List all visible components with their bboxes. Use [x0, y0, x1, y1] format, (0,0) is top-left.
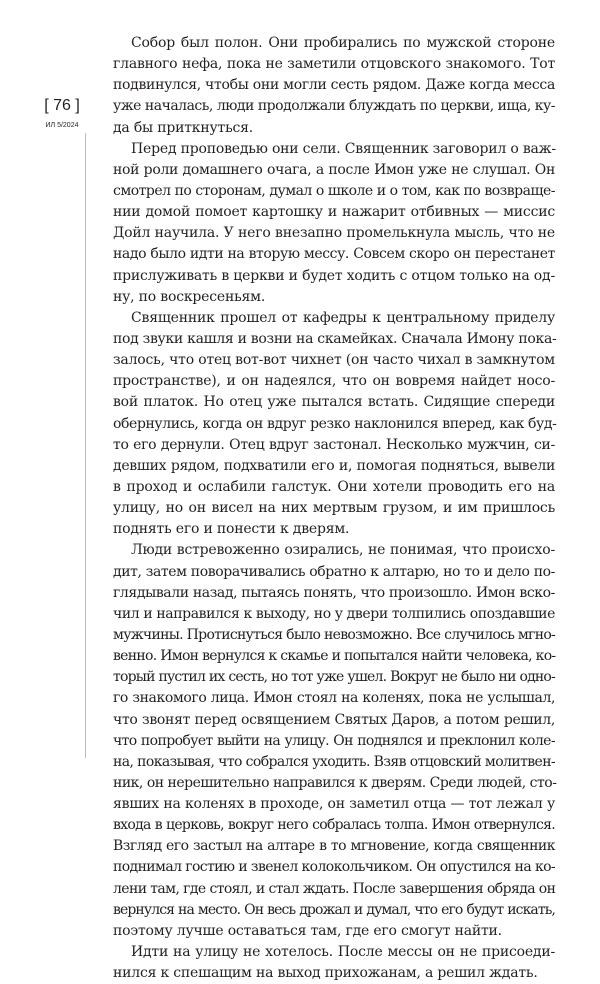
text-line: уже началась, люди продолжали блуждать по церкви, ища, ку- — [113, 98, 555, 115]
page-margin — [0, 0, 110, 911]
text-line: поднимал гостию и звенел колокольчиком. Он опустился на ко- — [113, 859, 556, 876]
text-line: вернулся на место. Он весь дрожал и думал, что его будут искать, — [113, 901, 555, 918]
paragraph — [113, 540, 555, 942]
text-line: обернулись, когда он вдруг резко наклонился вперед, как буд- — [113, 415, 557, 432]
text-line: дит, затем поворачивались обратно к алтарю, но то и дело по- — [113, 563, 555, 580]
text-line: Взгляд его застыл на алтаре в то мгновение, когда священник — [113, 838, 555, 855]
text-line: венно. Имон вернулся к скамье и попытался найти человека, ко- — [113, 648, 556, 665]
text-line: что попробует выйти на улицу. Он поднялся и преклонил коле- — [113, 732, 555, 749]
text-line: ной роли домашнего очага, а после Имон уже не слушал. Он — [113, 161, 555, 178]
text-line: Священник прошел от кафедры к центральному приделу — [131, 309, 555, 326]
text-line: пространстве), и он надеялся, что он вовремя найдет носо- — [113, 373, 555, 390]
text-line: под звуки кашля и возни на скамейках. Сначала Имону пока- — [113, 330, 557, 347]
text-line: чил и направился к выходу, но у двери толпились опоздавшие — [113, 605, 555, 622]
margin-rule — [85, 133, 86, 758]
text-line: поэтому лучше оставаться там, где его смогут найти. — [113, 922, 502, 939]
text-line: Дойл научила. У него внезапно промелькнула мысль, что не — [113, 225, 555, 242]
text-line: главного нефа, пока не заметили отцовского знакомого. Тот — [113, 56, 555, 73]
text-line: девших рядом, подхватили его и, помогая подняться, вывели — [113, 457, 555, 474]
body-text — [113, 33, 555, 984]
text-line: лени там, где стоял, и стал ждать. После завершения обряда он — [113, 880, 556, 897]
text-line: то его дернули. Отец вдруг застонал. Несколько мужчин, си- — [113, 436, 555, 453]
text-line: Собор был полон. Они пробирались по мужской стороне — [131, 35, 555, 51]
text-line: да бы приткнуться. — [113, 119, 254, 136]
text-line: ну, по воскресеньям. — [113, 288, 266, 305]
text-line: улицу, но он висел на них мертвым грузом, и им пришлось — [113, 500, 555, 517]
paragraph — [113, 33, 555, 139]
text-line: мужчины. Протиснуться было невозможно. Все случилось мгно- — [113, 626, 556, 643]
text-line: Перед проповедью они сели. Священник заговорил о важ- — [131, 140, 556, 157]
text-line: поднять его и понести к дверям. — [113, 521, 350, 538]
text-line: смотрел по сторонам, думал о школе и о том, как по возвраще- — [113, 182, 555, 199]
text-line: глядывали назад, пытаясь понять, что произошло. Имон вско- — [113, 584, 555, 601]
page-number: [ 76 ] — [44, 97, 80, 114]
paragraph — [113, 308, 555, 541]
text-line: вой платок. Но отец уже пытался встать. Сидящие спереди — [113, 394, 555, 411]
text-line: входа в церковь, вокруг него собралась толпа. Имон отвернулся. — [113, 817, 555, 834]
text-line: нии домой помоет картошку и нажарит отбивных — миссис — [113, 204, 555, 221]
paragraph — [113, 942, 555, 984]
text-line: подвинулся, чтобы они могли сесть рядом. Даже когда месса — [113, 77, 555, 94]
text-line: го знакомого лица. Имон стоял на коленях, пока не услышал, — [113, 690, 555, 707]
paragraph — [113, 139, 555, 308]
text-line: прислуживать в церкви и будет ходить с отцом только на од- — [113, 267, 555, 284]
text-line: торый пустил их сесть, но тот уже ушел. Вокруг не было ни одно- — [113, 669, 555, 686]
text-line: Люди встревоженно озирались, не понимая, что происхо- — [131, 542, 555, 559]
text-line: ник, он нерешительно направился к дверям. Среди людей, сто- — [113, 774, 557, 791]
text-line: на, показывая, что собрался уходить. Взяв отцовский молитвен- — [113, 753, 556, 770]
text-line: Идти на улицу не хотелось. После мессы он не присоеди- — [131, 944, 555, 961]
issue-label: ИЛ 5/2024 — [45, 122, 79, 129]
text-line: в проход и ослабили галстук. Они хотели проводить его на — [113, 478, 555, 495]
text-line: явших на коленях в проходе, он заметил отца — тот лежал у — [113, 796, 555, 813]
text-line: нился к спешащим на выход прихожанам, а решил ждать. — [113, 965, 538, 982]
text-line: надо было идти на вторую мессу. Совсем скоро он перестанет — [113, 246, 555, 263]
text-line: залось, что отец вот-вот чихнет (он часто чихал в замкнутом — [113, 352, 555, 369]
text-line: что звонят перед освящением Святых Даров, а потом решил, — [113, 711, 555, 728]
